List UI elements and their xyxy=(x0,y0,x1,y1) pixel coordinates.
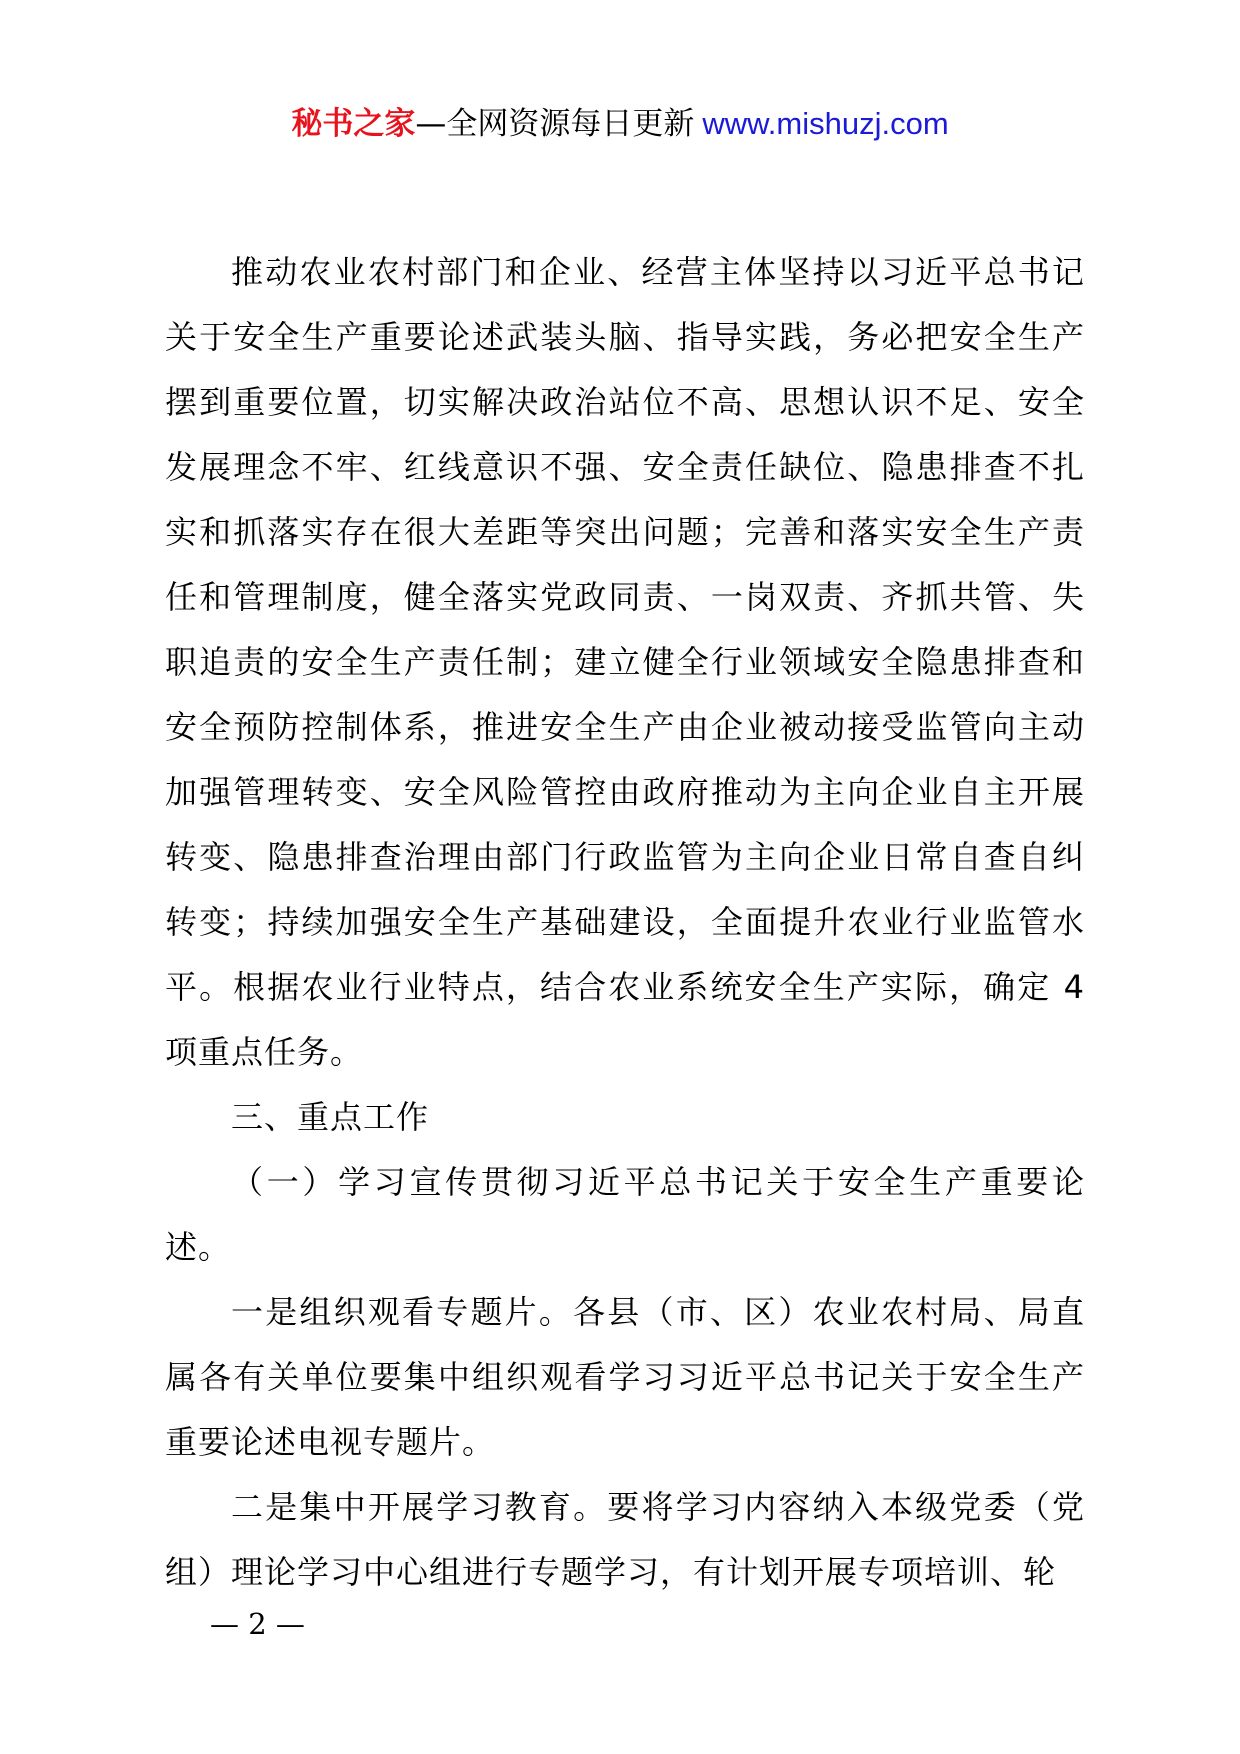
paragraph-item-1: 一是组织观看专题片。各县（市、区）农业农村局、局直属各有关单位要集中组织观看学习习近平总书记关于安全生产重要论述电视专题片。 xyxy=(165,1293,1085,1461)
site-url-link[interactable]: www.mishuzj.com xyxy=(702,106,949,141)
site-banner xyxy=(0,100,1240,148)
paragraph-item-2: 二是集中开展学习教育。要将学习内容纳入本级党委（党组）理论学习中心组进行专题学习，有计划开展专项培训、轮 xyxy=(165,1488,1085,1591)
site-slogan: —全网资源每日更新 xyxy=(415,106,695,142)
document-body xyxy=(165,240,1085,1605)
subsection-heading-1: （一）学习宣传贯彻习近平总书记关于安全生产重要论述。 xyxy=(165,1163,1085,1266)
page-number: — 2 — xyxy=(210,1607,305,1641)
section-heading-key-work: 三、重点工作 xyxy=(231,1098,430,1136)
paragraph-intro: 推动农业农村部门和企业、经营主体坚持以习近平总书记关于安全生产重要论述武装头脑、指导实践，务必把安全生产摆到重要位置，切实解决政治站位不高、思想认识不足、安全发展理念不牢、红线意识不强、安全责任缺位、隐患排查不扎实和抓落实存在很大差距等突出问题；完善和落实安全生产责任和管理制度，健全落实党政同责、一岗双责、齐抓共管、失职追责的安全生产责任制；建立健全行业领域安全隐患排查和安全预防控制体系，推进安全生产由企业被动接受监管向主动加强管理转变、安全风险管控由政府推动为主向企业自主开展转变、隐患排查治理由部门行政监管为主向企业日常自查自纠转变；持续加强安全生产基础建设，全面提升农业行业监管水平。根据农业行业特点，结合农业系统安全生产实际，确定 4 项重点任务。 xyxy=(165,253,1085,1071)
site-brand: 秘书之家 xyxy=(291,106,416,142)
